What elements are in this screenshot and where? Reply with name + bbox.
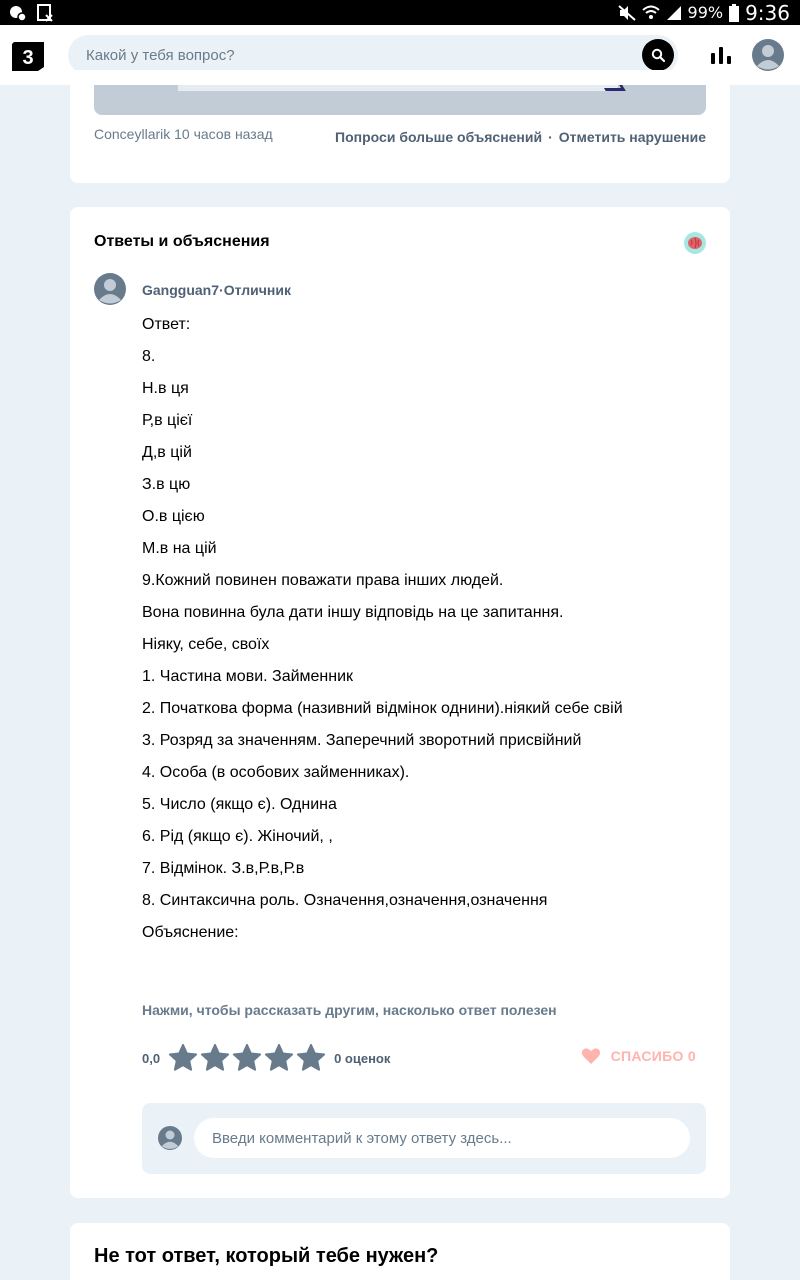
not-the-answer-title: Не тот ответ, который тебе нужен? bbox=[94, 1245, 439, 1267]
separator: · bbox=[219, 282, 224, 298]
battery-icon bbox=[729, 4, 739, 22]
question-author-time: Conceyllarik 10 часов назад bbox=[94, 126, 273, 142]
answer-line: 4. Особа (в особових займенниках). bbox=[142, 764, 410, 781]
answer-line: Р,в цієї bbox=[142, 412, 193, 429]
search-bar bbox=[68, 35, 678, 75]
signal-icon bbox=[666, 5, 682, 21]
answer-line: 2. Початкова форма (називний відмінок однини).ніякий себе свій bbox=[142, 700, 623, 717]
answerer-rank: Отличник bbox=[223, 282, 291, 298]
report-link[interactable]: Отметить нарушение bbox=[558, 129, 706, 145]
stats-icon[interactable] bbox=[710, 45, 732, 65]
commenter-avatar-icon bbox=[158, 1126, 182, 1150]
answer-line: Вона повинна була дати іншу відповідь на це запитання. bbox=[142, 604, 564, 621]
star-icon[interactable] bbox=[296, 1043, 326, 1073]
answer-text bbox=[142, 309, 712, 949]
answer-line: Н.в ця bbox=[142, 380, 189, 397]
answer-line: О.в цією bbox=[142, 508, 205, 525]
status-bar bbox=[0, 0, 800, 25]
answer-line: Ответ: bbox=[142, 316, 191, 333]
question-attachment[interactable] bbox=[94, 85, 706, 115]
answer-line: 8. Синтаксична роль. Означення,означення,означення bbox=[142, 892, 548, 909]
heart-icon bbox=[581, 1047, 601, 1065]
star-icon[interactable] bbox=[168, 1043, 198, 1073]
star-icon[interactable] bbox=[264, 1043, 294, 1073]
answer-line: 6. Рід (якщо є). Жіночий, , bbox=[142, 828, 333, 845]
thanks-button[interactable] bbox=[581, 1047, 696, 1065]
answerer-name[interactable]: Gangguan7 bbox=[142, 282, 220, 298]
not-the-answer-card bbox=[70, 1223, 730, 1280]
logo-text: 3 bbox=[22, 47, 34, 69]
answer-line: 3. Розряд за значенням. Заперечний зворотний присвійний bbox=[142, 732, 582, 749]
answer-line: 8. bbox=[142, 348, 156, 365]
profile-avatar-icon[interactable] bbox=[752, 39, 784, 71]
rating-value: 0,0 bbox=[142, 1050, 161, 1066]
battery-percent: 99% bbox=[687, 3, 724, 22]
comment-section bbox=[142, 1103, 706, 1174]
answer-card bbox=[70, 207, 730, 1198]
answer-line: 9.Кожний повинен поважати права інших людей. bbox=[142, 572, 504, 589]
thanks-label: СПАСИБО 0 bbox=[610, 1048, 696, 1064]
answer-line: Объяснение: bbox=[142, 924, 239, 941]
comment-input[interactable] bbox=[194, 1118, 690, 1158]
answerer-avatar-icon[interactable] bbox=[94, 273, 126, 305]
wifi-icon bbox=[642, 5, 660, 21]
brainly-logo-icon[interactable] bbox=[12, 41, 44, 71]
answer-line: 7. Відмінок. З.в,Р.в,Р.в bbox=[142, 860, 305, 877]
separator: · bbox=[548, 129, 553, 145]
mute-icon bbox=[618, 5, 636, 21]
rating bbox=[142, 1043, 390, 1073]
answer-line: 5. Число (якщо є). Однина bbox=[142, 796, 337, 813]
answer-line: З.в цю bbox=[142, 476, 191, 493]
ask-more-link[interactable]: Попроси больше объяснений bbox=[335, 129, 543, 145]
brain-icon bbox=[684, 232, 706, 254]
search-icon bbox=[651, 48, 665, 62]
question-actions bbox=[335, 129, 706, 145]
rating-count: 0 оценок bbox=[334, 1050, 391, 1066]
answer-line: Д,в цій bbox=[142, 444, 192, 461]
answer-line: 1. Частина мови. Займенник bbox=[142, 668, 354, 685]
answerer-info bbox=[142, 282, 291, 298]
answer-line: М.в на цій bbox=[142, 540, 217, 557]
answers-title: Ответы и объяснения bbox=[94, 233, 270, 250]
notification-icon bbox=[8, 3, 28, 23]
helpful-prompt: Нажми, чтобы рассказать другим, насколько ответ полезен bbox=[142, 1002, 557, 1018]
star-icon[interactable] bbox=[200, 1043, 230, 1073]
clock: 9:36 bbox=[745, 0, 790, 25]
search-input[interactable] bbox=[86, 35, 626, 75]
answer-line: Ніяку, себе, своїх bbox=[142, 636, 270, 653]
search-button[interactable] bbox=[642, 39, 674, 71]
question-card bbox=[70, 70, 730, 183]
star-icon[interactable] bbox=[232, 1043, 262, 1073]
sim-card-icon bbox=[36, 3, 54, 23]
